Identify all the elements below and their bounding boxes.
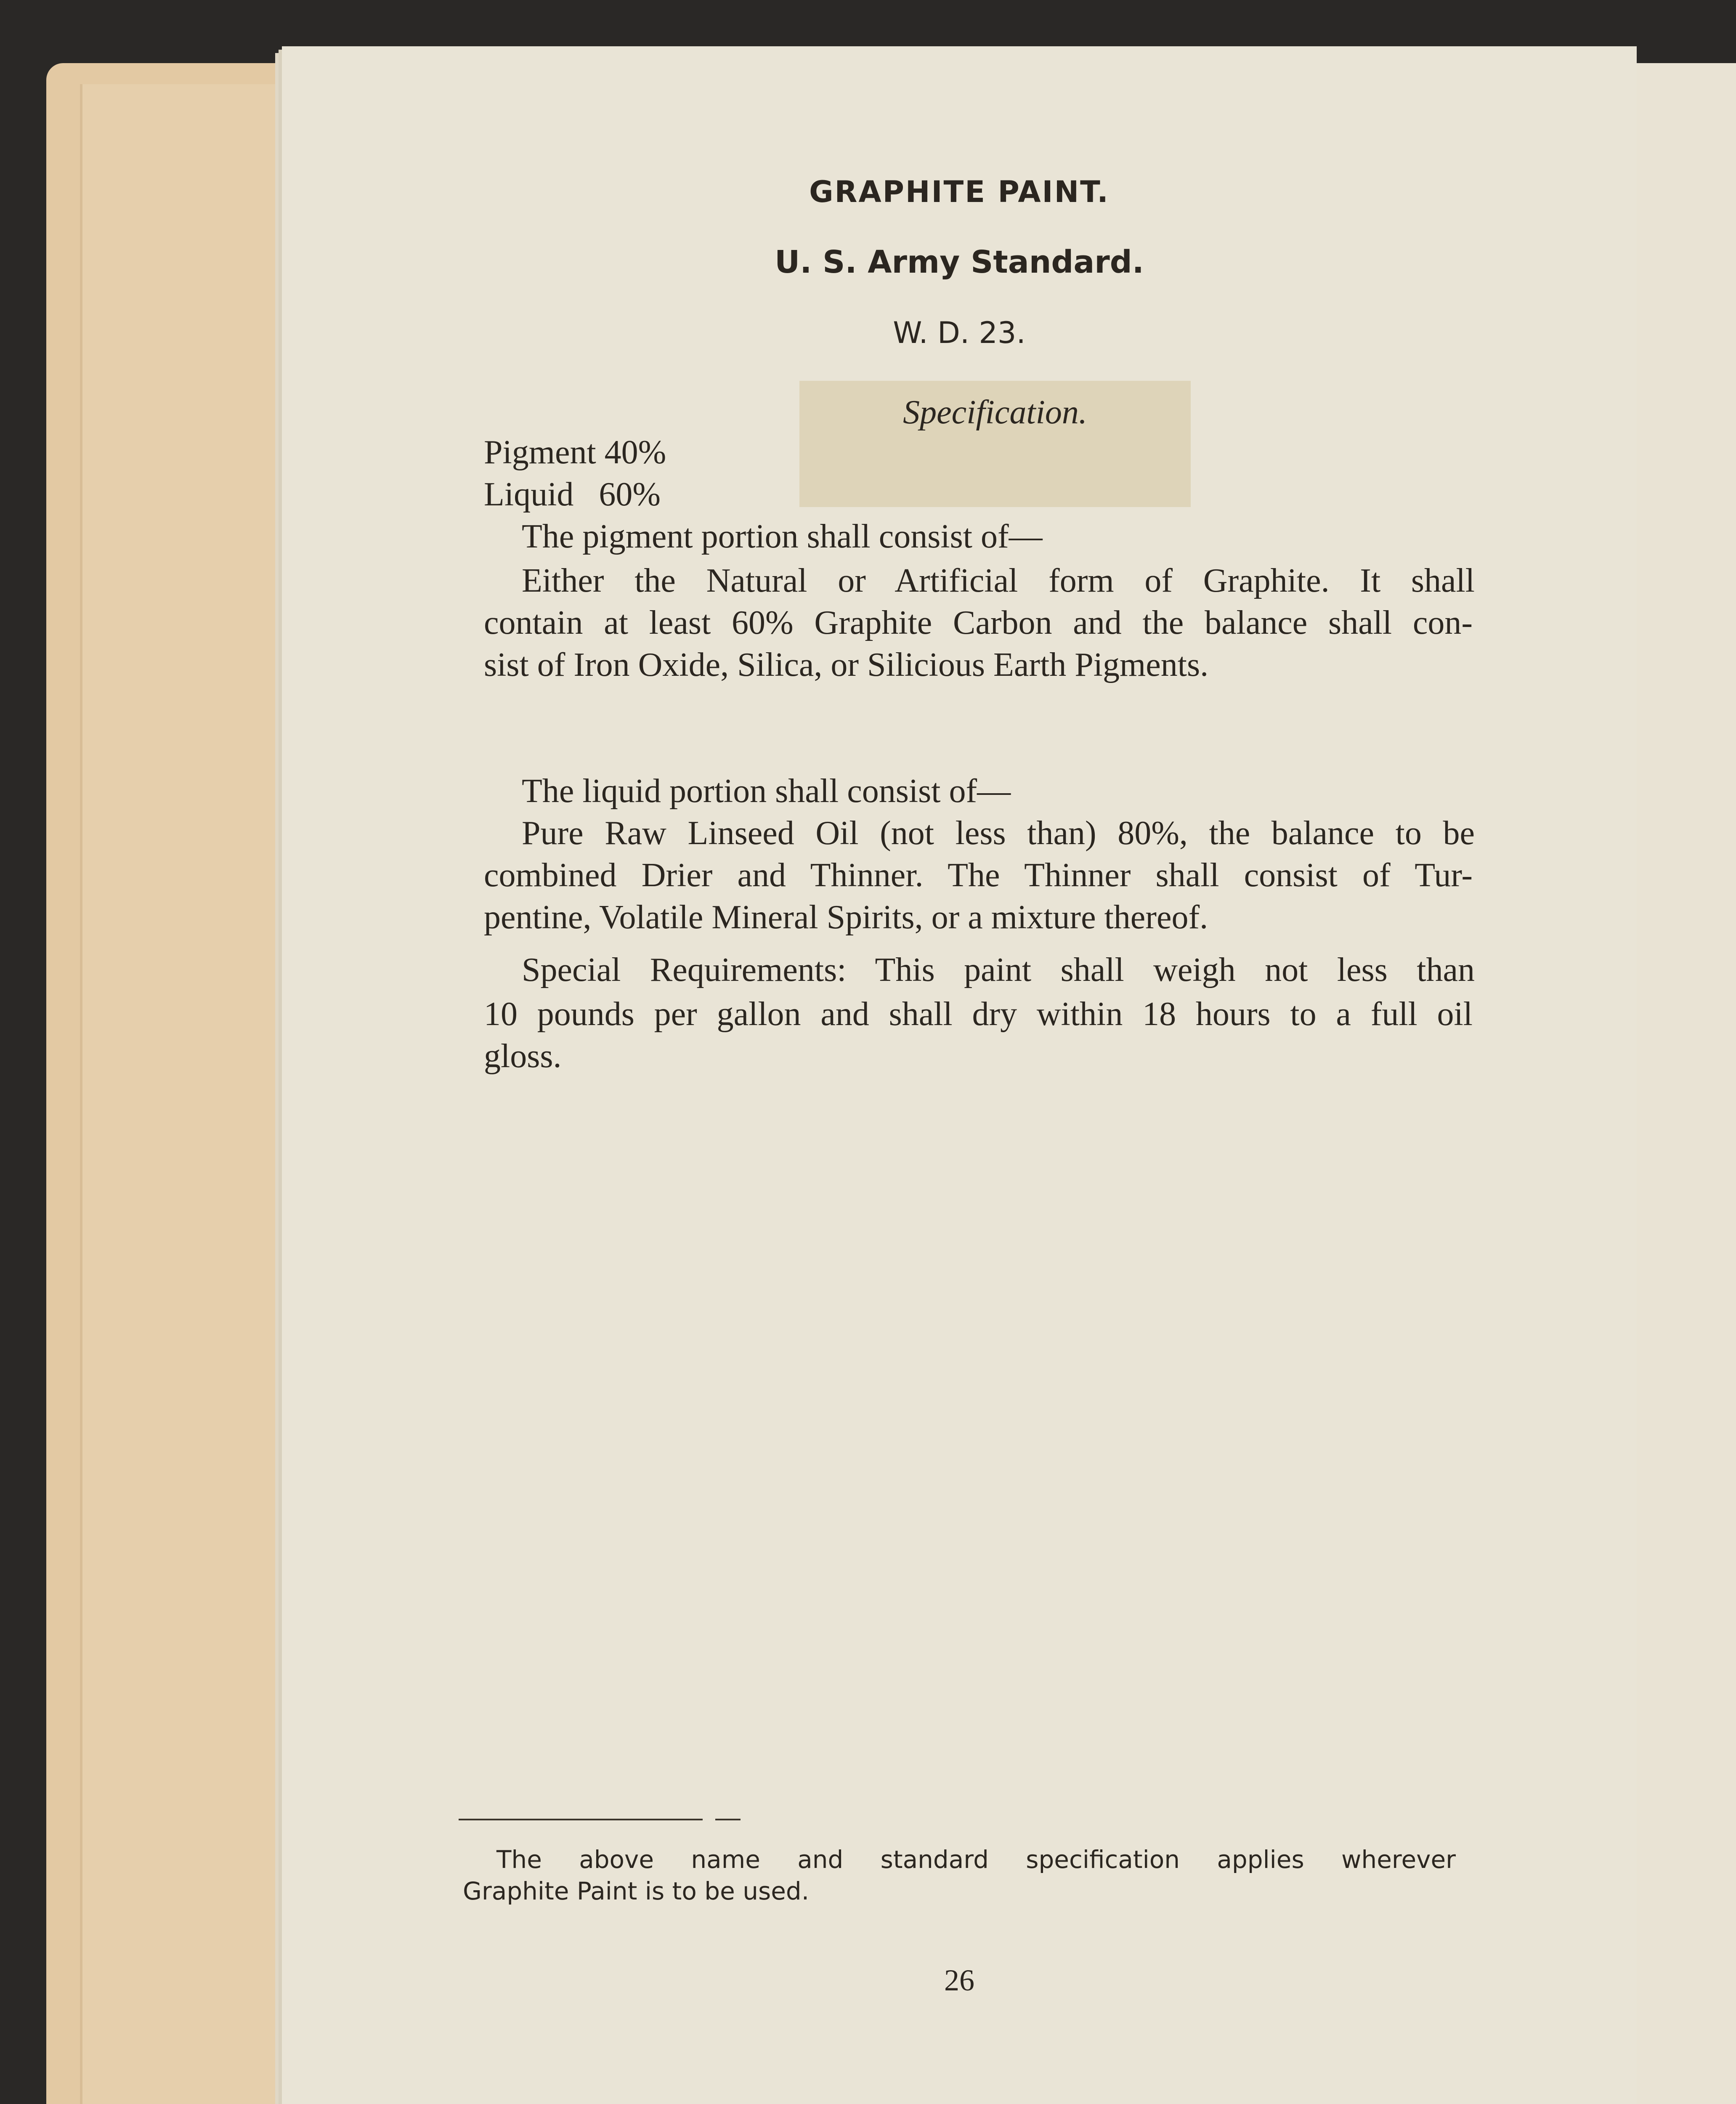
pigment-line-1: Either the Natural or Artificial form of Graphite. It shall	[522, 562, 1475, 599]
document-code: W. D. 23.	[893, 316, 1026, 350]
liquid-line-1: Pure Raw Linseed Oil (not less than) 80%, the balance to be	[522, 815, 1475, 852]
page-subtitle: U. S. Army Standard.	[775, 244, 1144, 280]
pigment-intro: The pigment portion shall consist of—	[522, 518, 1043, 555]
page-number: 26	[944, 1963, 974, 1997]
pigment-line-2: contain at least 60% Graphite Carbon and the balance shall con-	[484, 604, 1473, 641]
requirements-line-2: 10 pounds per gallon and shall dry within 18 hours to a full oil	[484, 996, 1473, 1033]
footnote-line-1: The above name and standard specification applies wherever	[496, 1845, 1456, 1874]
liquid-line-3: pentine, Volatile Mineral Spirits, or a mixture thereof.	[484, 899, 1208, 936]
footnote-rule-dash	[715, 1819, 741, 1820]
liquid-ratio: Liquid 60%	[484, 476, 661, 513]
document-page	[282, 46, 1637, 2104]
requirements-line-3: gloss.	[484, 1038, 562, 1075]
liquid-line-2: combined Drier and Thinner. The Thinner shall consist of Tur-	[484, 857, 1473, 894]
pigment-ratio: Pigment 40%	[484, 434, 666, 471]
page-title: GRAPHITE PAINT.	[809, 175, 1110, 209]
footnote-rule	[459, 1819, 703, 1820]
requirements-line-1: Special Requirements: This paint shall weigh not less than	[522, 951, 1475, 988]
liquid-intro: The liquid portion shall consist of—	[522, 773, 1011, 810]
footnote-line-2: Graphite Paint is to be used.	[463, 1877, 810, 1905]
specification-label: Specification.	[903, 394, 1087, 431]
pigment-line-3: sist of Iron Oxide, Silica, or Silicious Earth Pigments.	[484, 646, 1209, 683]
